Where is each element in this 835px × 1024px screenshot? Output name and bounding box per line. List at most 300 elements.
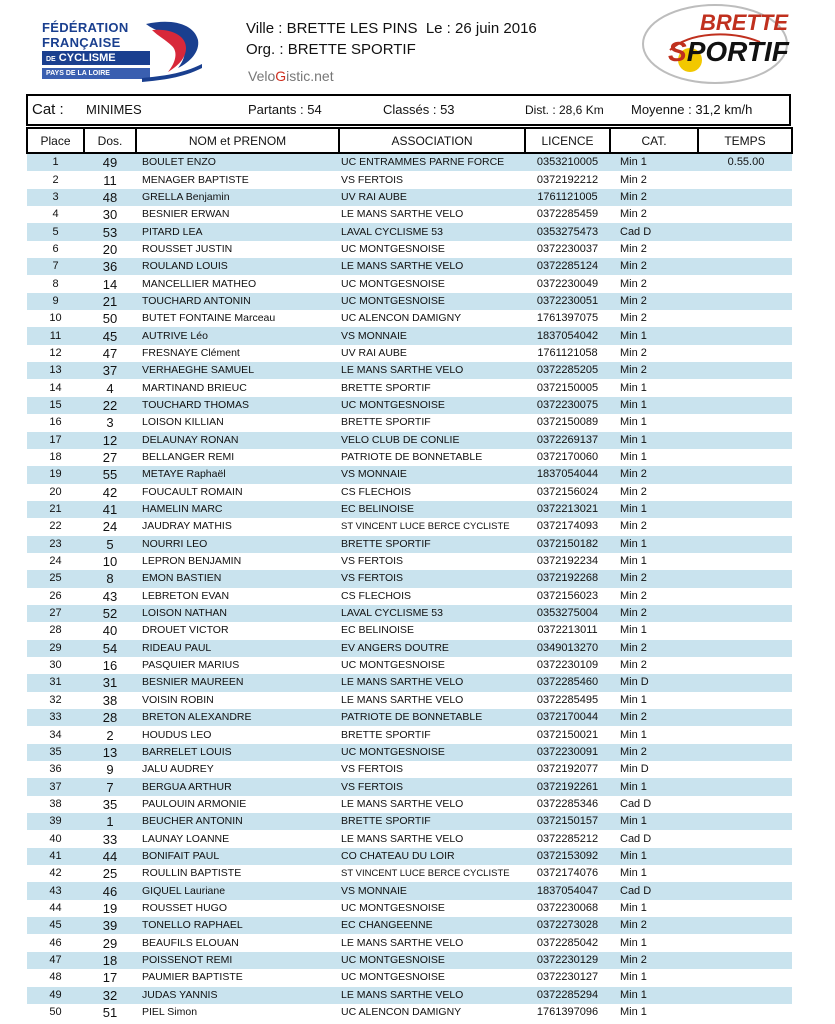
table-row [27,934,792,951]
cell-dossard: 38 [102,692,118,708]
cell-licence: 0372174093 [536,520,599,533]
cell-name: TOUCHARD ANTONIN [136,293,339,310]
cell-category: Min 2 [620,659,647,672]
cell-association: BRETTE SPORTIF [339,813,525,830]
table-row [27,362,792,379]
cell-place: 8 [52,277,59,290]
cell-licence: 0372285460 [525,674,610,691]
cell-licence: 0372285205 [525,362,610,379]
cell-association: UV RAI AUBE [341,346,407,359]
velogistic-link[interactable] [248,68,334,84]
org-line [246,41,416,58]
table-row [27,414,792,431]
cell-dossard: 44 [84,848,136,865]
cell-time [698,414,792,431]
table-row [27,449,792,466]
table-row [27,622,792,639]
cell-time [698,588,792,605]
table-row [27,1004,792,1021]
cell-time [698,882,792,899]
cell-time [698,1004,792,1021]
cell-name: NOURRI LEO [136,536,339,553]
cell-dossard: 22 [84,397,136,414]
cell-name: FRESNAYE Clément [142,346,240,359]
cell-dossard: 3 [106,415,114,431]
cell-licence: 0353275473 [525,223,610,240]
cell-name: MENAGER BAPTISTE [142,173,249,186]
ville-label: Ville : [246,20,283,37]
cell-time [698,657,792,674]
cell-name: ROUSSET HUGO [142,901,227,914]
cell-place: 35 [27,744,84,761]
cell-place: 40 [49,832,62,845]
cell-category: Min 2 [620,485,647,498]
cell-time [698,952,792,969]
cell-association: VS FERTOIS [339,570,525,587]
col-nom: NOM et PRENOM [136,128,339,153]
cell-dossard: 14 [102,276,118,292]
cell-association: UC ALENCON DAMIGNY [341,312,462,325]
cell-dossard: 2 [106,727,114,743]
cell-licence: 0372192268 [525,570,610,587]
cell-place: 41 [27,848,84,865]
cell-dossard: 30 [102,207,118,223]
cell-licence: 1837054047 [525,882,610,899]
cell-time [698,362,792,379]
cell-association: VS FERTOIS [341,173,404,186]
table-row [27,501,792,518]
cell-place: 15 [27,397,84,414]
ffc-line3-prefix: DE [46,56,56,63]
ville-value: BRETTE LES PINS [286,20,418,37]
cell-name: VOISIN ROBIN [142,693,214,706]
cell-place: 37 [27,778,84,795]
cell-licence: 1761397096 [536,1006,599,1019]
cell-time [698,379,792,396]
cell-place: 32 [49,693,62,706]
cell-category: Min 1 [620,1006,647,1019]
cell-association: PATRIOTE DE BONNETABLE [339,709,525,726]
table-row [27,153,792,171]
cell-association: UC MONTGESNOISE [339,952,525,969]
table-row [27,241,792,258]
table-row [27,258,792,275]
cell-category: Min 1 [610,778,698,795]
cell-dossard: 52 [84,605,136,622]
cell-name: TOUCHARD THOMAS [136,397,339,414]
cell-time [698,830,792,847]
cell-place: 13 [27,362,84,379]
cell-licence: 0372230075 [525,397,610,414]
cell-place: 14 [49,381,62,394]
cell-place: 31 [27,674,84,691]
cell-category: Min 2 [620,589,647,602]
cell-association: UC MONTGESNOISE [341,277,445,290]
cell-name: LOISON NATHAN [136,605,339,622]
ffc-region: PAYS DE LA LOIRE [42,68,150,79]
cell-licence: 0372153092 [525,848,610,865]
cell-association: CO CHATEAU DU LOIR [339,848,525,865]
cell-time [698,917,792,934]
table-row [27,900,792,917]
cell-place: 23 [27,536,84,553]
cell-place: 36 [49,763,62,776]
cell-licence: 0372213021 [525,501,610,518]
cell-association: UC MONTGESNOISE [339,397,525,414]
cell-time [698,293,792,310]
cell-licence: 1761121058 [537,346,598,359]
cell-category: Min 1 [620,555,647,568]
cell-time [698,466,792,483]
cell-place: 12 [49,346,62,359]
cell-category: Min 1 [610,397,698,414]
category-bar [26,94,791,126]
cell-name: BEUCHER ANTONIN [136,813,339,830]
cell-category: Min D [620,763,649,776]
cell-dossard: 41 [84,501,136,518]
cell-name: MANCELLIER MATHEO [142,277,257,290]
cell-dossard: 42 [102,484,118,500]
cell-time [698,171,792,188]
cell-dossard: 35 [102,796,118,812]
cell-dossard: 37 [84,362,136,379]
table-row [27,761,792,778]
table-row [27,484,792,501]
table-row [27,830,792,847]
cell-name: PITARD LEA [136,223,339,240]
results-table [26,127,793,1021]
cell-category: Min 1 [610,987,698,1004]
table-row [27,952,792,969]
cell-dossard: 17 [102,970,118,986]
cell-place: 19 [27,466,84,483]
cell-association: CS FLECHOIS [341,589,412,602]
cell-licence: 0372285294 [525,987,610,1004]
cell-name: AUTRIVE Léo [136,327,339,344]
cell-association: VS FERTOIS [341,763,404,776]
cell-association: CS FLECHOIS [341,485,412,498]
cell-category: Min 2 [620,277,647,290]
cell-time [698,258,792,275]
cell-time [698,865,792,882]
brette-logo-bottom [668,36,789,68]
cell-place: 4 [52,208,59,221]
cell-dossard: 28 [84,709,136,726]
cell-place: 11 [27,327,84,344]
cell-place: 7 [27,258,84,275]
brette-logo-top: BRETTE [700,10,788,35]
cell-dossard: 33 [102,831,118,847]
cell-name: LOISON KILLIAN [142,416,224,429]
cell-dossard: 16 [102,658,118,674]
cell-association: LAVAL CYCLISME 53 [339,223,525,240]
table-row [27,345,792,362]
cell-place: 18 [49,451,62,464]
cell-category: Min 2 [610,258,698,275]
col-licence: LICENCE [525,128,610,153]
cell-time [698,275,792,292]
cell-dossard: 1 [84,813,136,830]
cell-dossard: 39 [84,917,136,934]
cell-category: Min 2 [610,640,698,657]
cell-name: BERGUA ARTHUR [136,778,339,795]
cell-name: HAMELIN MARC [136,501,339,518]
cell-dossard: 27 [102,450,118,466]
cell-licence: 1837054044 [525,466,610,483]
cell-category: Min 2 [620,173,647,186]
table-row [27,310,792,327]
table-header [27,128,792,153]
col-cat: CAT. [610,128,698,153]
cell-association: EV ANGERS DOUTRE [339,640,525,657]
org-value: BRETTE SPORTIF [287,41,416,58]
cell-dossard: 11 [103,172,117,188]
cell-place: 16 [49,416,62,429]
cell-dossard: 8 [84,570,136,587]
cell-place: 43 [27,882,84,899]
ffc-swoosh-icon [142,18,204,82]
cell-time [698,726,792,743]
cell-association: UC MONTGESNOISE [341,242,445,255]
cell-dossard: 45 [84,327,136,344]
col-dos: Dos. [84,128,136,153]
cell-licence: 0372230129 [525,952,610,969]
cell-licence: 0372213011 [537,624,598,637]
cell-dossard: 43 [102,588,118,604]
cell-name: BARRELET LOUIS [136,744,339,761]
table-row [27,518,792,535]
cell-category: Cad D [620,832,652,845]
cell-licence: 0372230049 [536,277,599,290]
cell-dossard: 25 [102,866,118,882]
partants: Partants : 54 [248,102,322,117]
cell-name: PAULOUIN ARMONIE [142,797,247,810]
col-temps: TEMPS [698,128,792,153]
cell-association: UC MONTGESNOISE [339,293,525,310]
cell-licence: 1761397075 [536,312,599,325]
cell-association: PATRIOTE DE BONNETABLE [341,451,483,464]
cell-place: 25 [27,570,84,587]
cell-time [698,345,792,362]
cell-category: Min 1 [620,451,647,464]
cell-time [698,761,792,778]
cell-dossard: 21 [84,293,136,310]
table-row [27,709,792,726]
cell-place: 20 [49,485,62,498]
cell-association: BRETTE SPORTIF [341,728,431,741]
cell-dossard: 31 [84,674,136,691]
cell-association: UC ALENCON DAMIGNY [341,1006,462,1019]
cell-licence: 0372273028 [525,917,610,934]
cell-time [698,553,792,570]
cell-name: POISSENOT REMI [136,952,339,969]
col-place: Place [27,128,84,153]
date-label: Le : [425,20,451,37]
cell-licence: 0353210005 [525,153,610,171]
cell-association: UC MONTGESNOISE [341,971,445,984]
cell-place: 42 [49,867,62,880]
cell-time [698,692,792,709]
cell-place: 46 [49,936,62,949]
cell-time [698,622,792,639]
cell-dossard: 24 [102,519,118,535]
cell-name: BOULET ENZO [136,153,339,171]
cell-dossard: 20 [102,241,118,257]
cell-licence: 0372174076 [536,867,599,880]
cell-association: BRETTE SPORTIF [341,416,431,429]
brette-logo-portif: PORTIF [686,36,789,67]
cell-place: 30 [49,659,62,672]
cell-category: Min 1 [610,813,698,830]
table-row [27,432,792,449]
cell-licence: 0372150157 [525,813,610,830]
ffc-band [42,51,150,65]
cell-name: GRELLA Benjamin [136,189,339,206]
cell-licence: 0372192212 [536,173,599,186]
cell-time [698,570,792,587]
cell-licence: 0372285042 [536,936,599,949]
cell-association: UC MONTGESNOISE [341,659,445,672]
table-row [27,588,792,605]
col-association: ASSOCIATION [339,128,525,153]
cell-place: 5 [27,223,84,240]
cell-category: Min 1 [620,693,647,706]
table-row [27,536,792,553]
cell-time [698,605,792,622]
cell-licence: 0372150089 [536,416,599,429]
table-row [27,223,792,240]
cell-name: HOUDUS LEO [142,728,212,741]
cell-association: LE MANS SARTHE VELO [341,832,464,845]
cell-licence: 0372285459 [536,208,599,221]
ville-line [246,20,537,37]
cell-category: Cad D [610,882,698,899]
cell-name: LAUNAY LOANNE [142,832,230,845]
table-row [27,726,792,743]
cell-name: BUTET FONTAINE Marceau [142,312,276,325]
cell-category: Min 1 [620,381,647,394]
cell-place: 47 [27,952,84,969]
cell-licence: 0372150182 [525,536,610,553]
cell-place: 34 [49,728,62,741]
cell-dossard: 51 [102,1005,118,1021]
cell-dossard: 29 [102,935,118,951]
table-row [27,293,792,310]
cell-place: 1 [27,153,84,171]
cell-association: LAVAL CYCLISME 53 [339,605,525,622]
table-row [27,744,792,761]
cell-licence: 0372150005 [536,381,599,394]
cell-category: Min 1 [620,728,647,741]
cell-association: VELO CLUB DE CONLIE [339,432,525,449]
cell-association: EC BELINOISE [339,501,525,518]
cell-name: JUDAS YANNIS [136,987,339,1004]
cell-name: RIDEAU PAUL [136,640,339,657]
cell-place: 27 [27,605,84,622]
cell-licence: 0372156024 [536,485,599,498]
cell-place: 6 [52,242,59,255]
cell-time [698,969,792,986]
cell-time [698,709,792,726]
cell-name: MARTINAND BRIEUC [142,381,247,394]
cell-dossard: 54 [84,640,136,657]
cell-place: 33 [27,709,84,726]
cell-time [698,189,792,206]
cell-category: Min 2 [620,242,647,255]
cell-category: Min 1 [610,536,698,553]
cell-category: Min 1 [620,416,647,429]
cell-licence: 0372285124 [525,258,610,275]
cell-dossard: 36 [84,258,136,275]
cell-category: Cad D [620,797,652,810]
cell-name: EMON BASTIEN [136,570,339,587]
table-row [27,674,792,691]
cell-place: 39 [27,813,84,830]
cell-licence: 0372230091 [525,744,610,761]
cell-licence: 0372230051 [525,293,610,310]
cell-category: Min 1 [620,971,647,984]
table-row [27,466,792,483]
table-row [27,171,792,188]
cell-place: 48 [49,971,62,984]
cell-name: LEPRON BENJAMIN [142,555,242,568]
table-row [27,778,792,795]
table-row [27,865,792,882]
cell-dossard: 4 [106,380,114,396]
cell-name: BEAUFILS ELOUAN [142,936,239,949]
cell-licence: 1761121005 [525,189,610,206]
cell-category: Min 1 [620,901,647,914]
table-row [27,848,792,865]
cell-category: Min 2 [610,952,698,969]
cell-category: Min 1 [620,624,647,637]
cell-association: LE MANS SARTHE VELO [341,797,464,810]
cell-name: PASQUIER MARIUS [142,659,240,672]
cell-dossard: 7 [84,778,136,795]
cell-name: DELAUNAY RONAN [136,432,339,449]
cell-place: 21 [27,501,84,518]
cell-association: VS FERTOIS [339,778,525,795]
cell-place: 44 [49,901,62,914]
cell-licence: 0372230037 [536,242,599,255]
cell-association: UC ENTRAMMES PARNE FORCE [339,153,525,171]
cell-association: LE MANS SARTHE VELO [339,362,525,379]
cat-label: Cat : [32,101,64,118]
cell-category: Min 1 [610,327,698,344]
table-row [27,189,792,206]
cell-name: VERHAEGHE SAMUEL [136,362,339,379]
cell-dossard: 48 [84,189,136,206]
cell-time [698,449,792,466]
table-row [27,657,792,674]
cell-time [698,778,792,795]
cell-place: 24 [49,555,62,568]
cell-association: VS FERTOIS [341,555,404,568]
cell-association: UC MONTGESNOISE [339,744,525,761]
cell-association: BRETTE SPORTIF [341,381,431,394]
cell-time [698,536,792,553]
cell-name: PAUMIER BAPTISTE [142,971,243,984]
cell-name: BRETON ALEXANDRE [136,709,339,726]
table-row [27,917,792,934]
cell-name: METAYE Raphaël [136,466,339,483]
cell-name: JALU AUDREY [142,763,214,776]
distance: Dist. : 28,6 Km [525,103,604,117]
cell-dossard: 50 [102,311,118,327]
cell-licence: 0372230068 [536,901,599,914]
cell-name: PIEL Simon [142,1006,198,1019]
cell-association: VS MONNAIE [339,882,525,899]
